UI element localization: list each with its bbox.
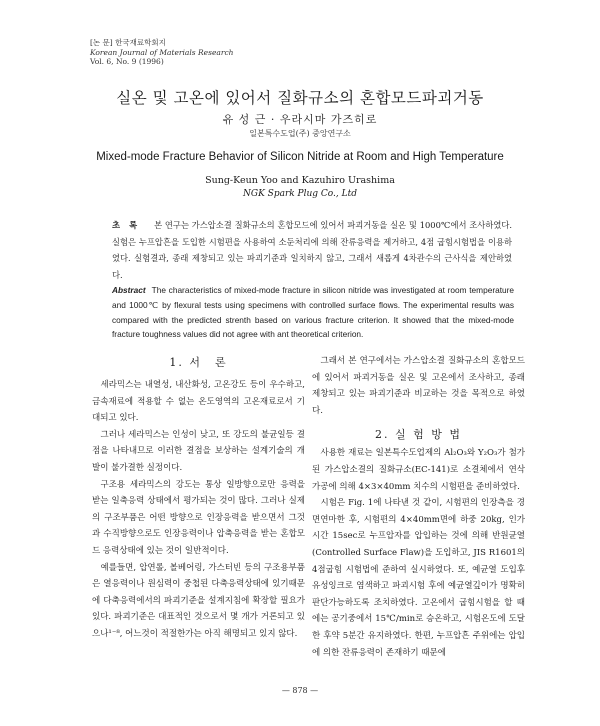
affiliation-korean: 일본특수도업(주) 중앙연구소 xyxy=(249,129,351,138)
affiliation-english: NGK Spark Plug Co., Ltd xyxy=(243,189,357,199)
abstract-korean-label: 초 록 xyxy=(112,220,141,230)
abstract-korean-text: 본 연구는 가스압소결 질화규소의 혼합모드에 있어서 파괴거동을 실온 및 1000℃에서 조사하였다. 실험은 누프압흔을 도입한 시험편을 사용하여 소둔처리에 의해 잔류응력을 제거하고, 4점 굽힘시험법을 이용하였다. 실험결과, 종래 제창되고 있는 파괴기준과 일치하지 않고, 그래서 새롭게 4차관수의 근사식을 제안하였다. xyxy=(112,220,512,280)
abstract-english-label: Abstract xyxy=(112,285,146,295)
paragraph: 세라믹스는 내열성, 내산화성, 고온강도 등이 우수하고, 금속재료에 적용할 수 없는 온도영역의 고온재료로서 기대되고 있다. xyxy=(92,380,305,424)
paragraph: 구조용 세라믹스의 강도는 통상 일방향으로만 응력을 받는 일축응력 상태에서 평가되는 것이 많다. 그러나 실제의 구조부품은 어떤 방향으로 인장응력을 받으면서 그것과 수직방향으로도 인장응력이나 압축응력을 받는 혼합모드 응력상태에 있는 것이 일반적이다. xyxy=(92,479,305,556)
abstract-english xyxy=(112,283,514,342)
journal-line-2: Korean Journal of Materials Research xyxy=(90,47,234,57)
page-number: — 878 — xyxy=(281,686,319,695)
section-heading-introduction: 1. 서 론 xyxy=(169,356,228,369)
abstract-korean xyxy=(112,217,512,283)
journal-line-1: [논 문] 한국재료학회지 xyxy=(90,38,166,47)
title-korean: 실온 및 고온에 있어서 질화규소의 혼합모드파괴거동 xyxy=(116,89,484,107)
section-heading-methods: 2. 실 험 방 법 xyxy=(375,428,462,442)
abstract-english-text: The characteristics of mixed-mode fracture in silicon nitride was investigated at room temperature and 1000℃ by flexural tests using specimens with controlled surface flows. The experimental results was compared with the predicted strenth based on various fracture criterion. It showed that the mixed-mode fracture toughness values did not agree with ant theoretical criterion. xyxy=(112,285,514,340)
journal-line-3: Vol. 6, No. 9 (1996) xyxy=(90,57,164,66)
journal-header xyxy=(90,38,233,67)
paragraph: 예를들면, 압연롤, 볼베어링, 가스터빈 등의 구조용부품은 열응력이나 원심력이 중첩된 다축응력상태에 있기때문에 다축응력에서의 파괴기준을 설계지침에 확장할 필요가 있다. 파괴기준은 대표적인 것으로서 몇 개가 거론되고 있으나¹⁻⁸, 어느것이 적절한가는 아직 해명되고 있지 않다. xyxy=(92,562,305,639)
right-column xyxy=(312,353,525,661)
title-english: Mixed-mode Fracture Behavior of Silicon Nitride at Room and High Temperature xyxy=(96,151,504,163)
paragraph: 그러나 세라믹스는 인성이 낮고, 또 강도의 불균일등 결점을 나타내므로 이러한 결점을 보상하는 설계기술의 개발이 불가결한 실정이다. xyxy=(92,429,305,473)
paragraph: 시험은 Fig. 1에 나타낸 것 같이, 시험편의 인장측을 경면연마한 후, 시험편의 4×40mm면에 하중 20kg, 인가시간 15sec로 누프압자를 압입하는 것에 의해 반원균열(Controlled Surface Flaw)을 도입하고, JIS R1601의 4점굽힘 시험법에 준하여 실시하였다. 또, 예균열 도입후 유성잉크로 염색하고 파괴시험 후에 예균열깊이가 명확히 판단가능하도록 조치하였다. 고온에서 굽힘시험을 할 때에는 공기중에서 15℃/min로 승온하고, 시험온도에 도달한 후약 5분간 유지하였다. 한편, 누프압흔 주위에는 압입에 의한 잔류응력이 존재하기 때문에 xyxy=(312,498,525,658)
paragraph: 그래서 본 연구에서는 가스압소결 질화규소의 혼합모드에 있어서 파괴거동을 실온 및 고온에서 조사하고, 종래 제창되고 있는 파괴기준과 비교하는 것을 목적으로 하였다. xyxy=(312,356,525,416)
left-column xyxy=(92,353,305,643)
authors-korean: 유 성 근 · 우라시마 가즈히로 xyxy=(222,113,378,126)
paragraph: 사용한 재료는 일본특수도업제의 Al₂O₃와 Y₂O₃가 첨가된 가스압소결의 질화규소(EC-141)로 소결체에서 연삭가공에 의해 4×3×40mm 치수의 시험편을 준비하였다. xyxy=(312,448,525,492)
authors-english: Sung-Keun Yoo and Kazuhiro Urashima xyxy=(205,175,395,186)
